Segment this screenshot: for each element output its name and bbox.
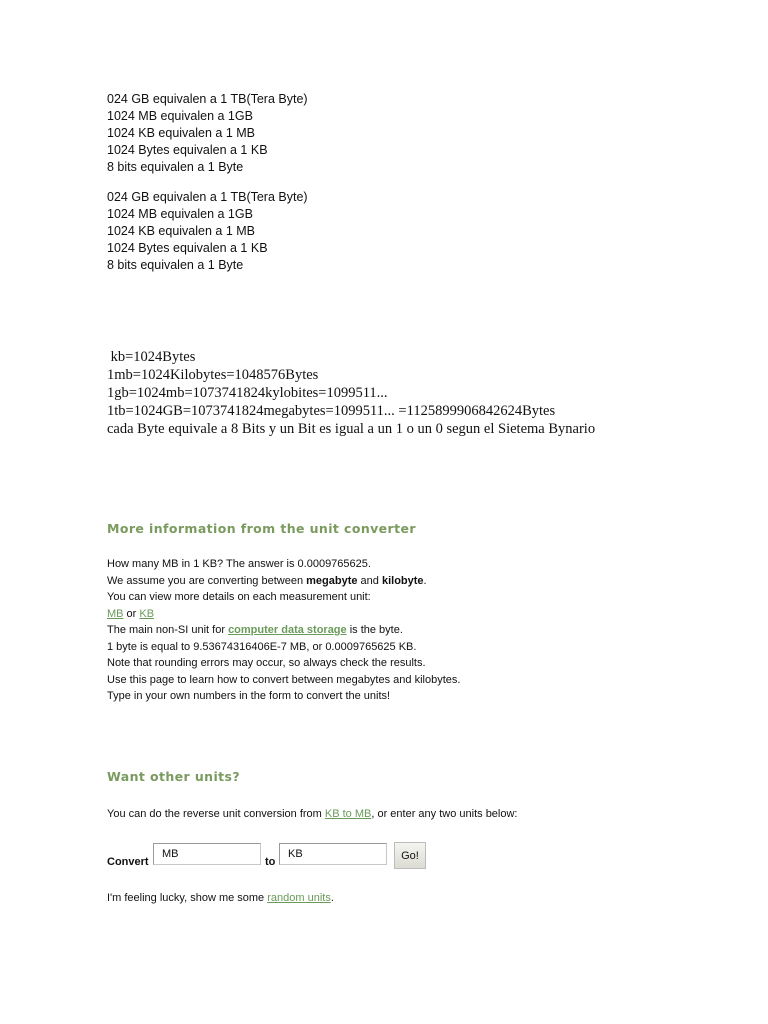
storage-text xyxy=(107,622,460,639)
equivalence-line: 1024 Bytes equivalen a 1 KB xyxy=(107,241,268,255)
convert-form xyxy=(107,842,437,870)
other-units-heading: Want other units? xyxy=(107,769,241,784)
convert-label: Convert xyxy=(107,856,149,868)
to-unit-input[interactable] xyxy=(279,843,387,865)
equivalence-line: 024 GB equivalen a 1 TB(Tera Byte) xyxy=(107,92,308,106)
equivalence-line: 1024 MB equivalen a 1GB xyxy=(107,207,253,221)
equivalence-line: 1024 KB equivalen a 1 MB xyxy=(107,224,256,238)
unit-megabyte: megabyte xyxy=(306,574,358,587)
kb-to-mb-link[interactable]: KB to MB xyxy=(324,808,372,820)
to-label: to xyxy=(265,856,276,868)
equivalence-line: 024 GB equivalen a 1 TB(Tera Byte) xyxy=(107,190,308,204)
more-info-heading: More information from the unit converter xyxy=(107,521,416,536)
equivalences-list-2 xyxy=(107,189,308,274)
equation-line: 1tb=1024GB=1073741824megabytes=1099511... =1125899906842624Bytes xyxy=(107,403,556,419)
usage-text: Use this page to learn how to convert between megabytes and kilobytes. xyxy=(107,673,461,686)
storage-post: is the byte. xyxy=(346,624,403,636)
unit-kilobyte: kilobyte xyxy=(381,574,424,587)
equivalence-line: 1024 Bytes equivalen a 1 KB xyxy=(107,143,268,157)
more-info-body xyxy=(107,556,460,705)
details-text: You can view more details on each measurement unit: xyxy=(107,591,371,603)
from-unit-input[interactable] xyxy=(153,843,261,865)
equation-line: kb=1024Bytes xyxy=(107,349,196,365)
rounding-note: Note that rounding errors may occur, so always check the results. xyxy=(107,657,426,669)
byte-equations-block xyxy=(107,348,595,438)
reverse-conversion-text xyxy=(107,806,518,823)
random-units-link[interactable]: random units xyxy=(267,892,331,904)
mb-link[interactable]: MB xyxy=(107,607,124,620)
answer-text: How many MB in 1 KB? The answer is 0.0009765625. xyxy=(107,558,371,570)
equivalences-list-1 xyxy=(107,91,308,176)
kb-link[interactable]: KB xyxy=(139,607,155,620)
go-button[interactable]: Go! xyxy=(394,842,426,869)
form-hint-text: Type in your own numbers in the form to convert the units! xyxy=(107,690,391,702)
lucky-pre: I'm feeling lucky, show me some xyxy=(107,892,268,904)
storage-pre: The main non-SI unit for xyxy=(107,624,229,636)
computer-data-storage-link[interactable]: computer data storage xyxy=(228,624,347,636)
reverse-pre: You can do the reverse unit conversion from xyxy=(107,808,325,820)
assumption-mid: and xyxy=(357,574,382,587)
assumption-text xyxy=(107,573,460,590)
equation-line: cada Byte equivale a 8 Bits y un Bit es igual a un 1 o un 0 segun el Sietema Bynario xyxy=(107,421,596,437)
equivalence-line: 8 bits equivalen a 1 Byte xyxy=(107,160,244,174)
byte-equals-text: 1 byte is equal to 9.53674316406E-7 MB, or 0.0009765625 KB. xyxy=(107,640,417,653)
reverse-post: , or enter any two units below: xyxy=(371,808,518,820)
lucky-text xyxy=(107,890,334,907)
equation-line: 1gb=1024mb=1073741824kylobites=1099511... xyxy=(107,385,388,401)
equation-line: 1mb=1024Kilobytes=1048576Bytes xyxy=(107,367,319,383)
lucky-post: . xyxy=(330,892,334,904)
equivalence-line: 8 bits equivalen a 1 Byte xyxy=(107,258,244,272)
unit-links-row xyxy=(107,606,460,623)
assumption-pre: We assume you are converting between xyxy=(107,574,307,587)
equivalence-line: 1024 KB equivalen a 1 MB xyxy=(107,126,256,140)
or-text: or xyxy=(123,607,140,620)
equivalence-line: 1024 MB equivalen a 1GB xyxy=(107,109,253,123)
assumption-post: . xyxy=(423,574,427,587)
